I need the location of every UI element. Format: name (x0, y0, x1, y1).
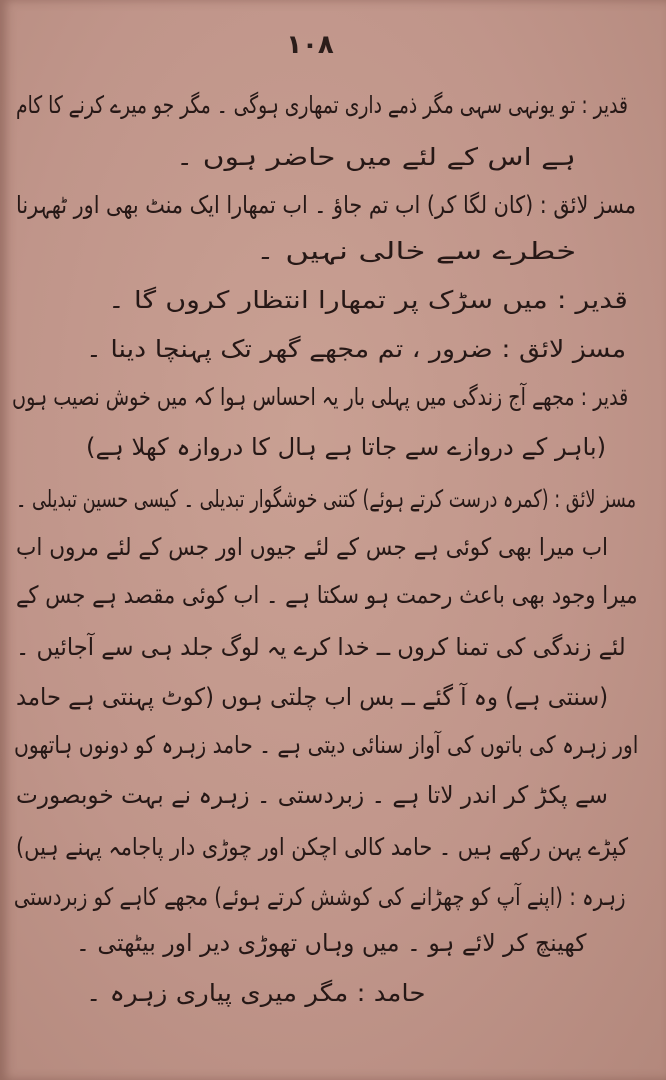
text-line-15: سے پکڑ کر اندر لاتا ہے ۔ زبردستی ۔ زہرہ نے بہت خوبصورت (16, 781, 608, 809)
text-line-13: (سنتی ہے) وہ آ گئے ــ بس اب چلتی ہوں (کوٹ پہنتی ہے حامد (15, 683, 608, 711)
text-line-16: کپڑے پہن رکھے ہیں ۔ حامد کالی اچکن اور چوڑی دار پاجامہ پہنے ہیں) (15, 833, 628, 861)
text-line-11: میرا وجود بھی باعث رحمت ہو سکتا ہے ۔ اب کوئی مقصد ہے جس کے (16, 581, 638, 609)
text-line-12: لئے زندگی کی تمنا کروں ــ خدا کرے یہ لوگ جلد ہی سے آجائیں ۔ (16, 633, 626, 661)
text-line-19: حامد : مگر میری پیاری زہرہ ۔ (86, 979, 426, 1007)
page-number: ١٠٨ (286, 30, 334, 60)
text-line-4: خطرے سے خالی نہیں ۔ (255, 237, 576, 265)
text-line-10: اب میرا بھی کوئی ہے جس کے لئے جیوں اور جس کے لئے مروں اب (15, 533, 608, 561)
text-line-14: اور زہرہ کی باتوں کی آواز سنائی دیتی ہے ۔ حامد زہرہ کو دونوں ہاتھوں (13, 731, 638, 759)
text-line-6: مسز لائق : ضرور ، تم مجھے گھر تک پہنچا دینا ۔ (85, 335, 626, 363)
text-line-18: کھینچ کر لائے ہو ۔ میں وہاں تھوڑی دیر اور بیٹھتی ۔ (75, 929, 586, 957)
text-line-2: ہے اس کے لئے میں حاضر ہوں ۔ (176, 143, 576, 171)
text-line-1: قدیر : تو یونہی سہی مگر ذمے داری تمھاری ہوگی ۔ مگر جو میرے کرنے کا کام (16, 91, 628, 119)
text-line-8: (باہر کے دروازے سے جاتا ہے ہال کا دروازہ کھلا ہے) (85, 433, 606, 461)
text-line-9: مسز لائق : (کمرہ درست کرتے ہوئے) کتنی خوشگوار تبدیلی ۔ کیسی حسین تبدیلی ۔ (15, 485, 636, 513)
text-line-3: مسز لائق : (کان لگا کر) اب تم جاؤ ۔ اب تمھارا ایک منٹ بھی اور ٹھہرنا (16, 191, 636, 219)
text-line-7: قدیر : مجھے آج زندگی میں پہلی بار یہ احساس ہوا کہ میں خوش نصیب ہوں (11, 383, 628, 411)
text-line-5: قدیر : میں سڑک پر تمھارا انتظار کروں گا ۔ (108, 286, 628, 314)
text-line-17: زہرہ : (اپنے آپ کو چھڑانے کی کوشش کرتے ہوئے) مجھے کاہے کو زبردستی (14, 883, 626, 911)
